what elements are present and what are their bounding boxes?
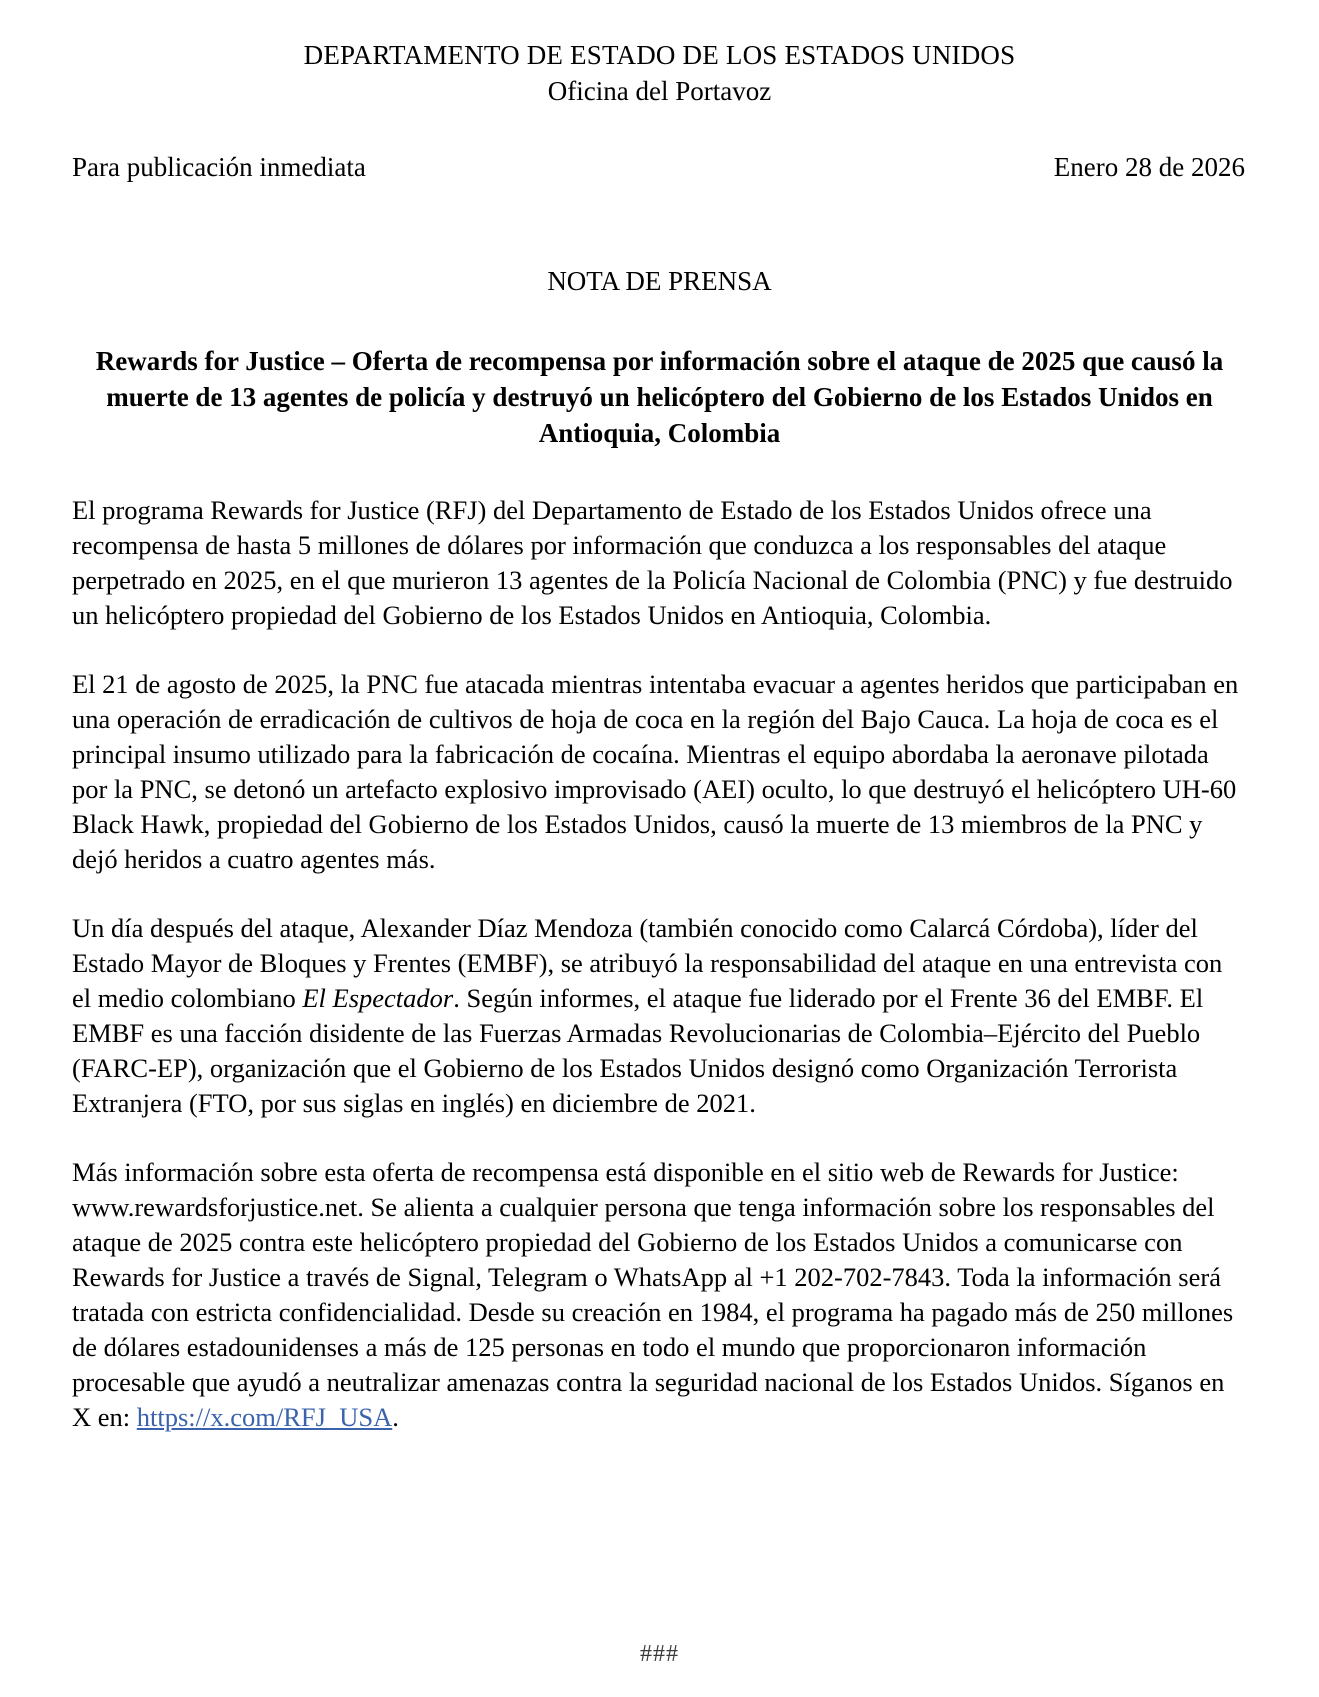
- release-info-row: [72, 150, 1247, 184]
- department-title: DEPARTAMENTO DE ESTADO DE LOS ESTADOS UNIDOS: [303, 40, 1016, 70]
- newspaper-name: El Espectador: [302, 983, 454, 1013]
- document-header: [72, 0, 1247, 108]
- paragraph-3-text-after: . Según informes, el ataque fue liderado por el Frente 36 del EMBF. El EMBF es una facción disidente de las Fuerzas Armadas Revolucionarias de Colombia–Ejército del Pueblo (FARC-EP), organización que el Gobierno de los Estados Unidos designó como Organización Terrorista Extranjera (FTO, por sus siglas en inglés) en diciembre de 2021.: [72, 983, 1204, 1118]
- paragraph-3: [72, 911, 1247, 1121]
- paragraph-2: El 21 de agosto de 2025, la PNC fue atacada mientras intentaba evacuar a agentes heridos que participaban en una operación de erradicación de cultivos de hoja de coca en la región del Bajo Cauca. La hoja de coca es el principal insumo utilizado para la fabricación de cocaína. Mientras el equipo abordaba la aeronave pilotada por la PNC, se detonó un artefacto explosivo improvisado (AEI) oculto, lo que destruyó el helicóptero UH-60 Black Hawk, propiedad del Gobierno de los Estados Unidos, causó la muerte de 13 miembros de la PNC y dejó heridos a cuatro agentes más.: [72, 669, 1239, 874]
- office-subtitle: Oficina del Portavoz: [547, 76, 772, 106]
- paragraph-4: [72, 1155, 1247, 1435]
- document-end-marker: ###: [640, 1641, 679, 1667]
- paragraph-3-text-before: Un día después del ataque, Alexander Díaz Mendoza (también conocido como Calarcá Córdoba), líder del Estado Mayor de Bloques y Frentes (EMBF), se atribuyó la responsabilidad del ataque en una entrevista con el medio colombiano: [72, 913, 1223, 1013]
- paragraph-4-text-before: Más información sobre esta oferta de recompensa está disponible en el sitio web de Rewards for Justice: www.rewardsforjustice.net. Se alienta a cualquier persona que tenga información sobre los responsables del ataque de 2025 contra este helicóptero propiedad del Gobierno de los Estados Unidos a comunicarse con Rewards for Justice a través de Signal, Telegram o WhatsApp al +1 202-702-7843. Toda la información será tratada con estricta confidencialidad. Desde su creación en 1984, el programa ha pagado más de 250 millones de dólares estadounidenses a más de 125 personas en todo el mundo que proporcionaron información procesable que ayudó a neutralizar amenazas contra la seguridad nacional de los Estados Unidos. Síganos en X en:: [72, 1157, 1234, 1432]
- document-body: [72, 493, 1247, 1435]
- notice-type-heading: NOTA DE PRENSA: [547, 266, 772, 296]
- release-date: Enero 28 de 2026: [1053, 152, 1245, 182]
- release-label: Para publicación inmediata: [72, 152, 366, 182]
- x-profile-link[interactable]: https://x.com/RFJ_USA: [136, 1402, 393, 1432]
- page-title: Rewards for Justice – Oferta de recompensa por información sobre el ataque de 2025 que causó la muerte de 13 agentes de policía y destruyó un helicóptero del Gobierno de los Estados Unidos en Antioquia, Colombia: [95, 346, 1224, 448]
- paragraph-1: El programa Rewards for Justice (RFJ) del Departamento de Estado de los Estados Unidos ofrece una recompensa de hasta 5 millones de dólares por información que conduzca a los responsables del ataque perpetrado en 2025, en el que murieron 13 agentes de la Policía Nacional de Colombia (PNC) y fue destruido un helicóptero propiedad del Gobierno de los Estados Unidos en Antioquia, Colombia.: [72, 495, 1233, 630]
- paragraph-4-text-after: .: [392, 1402, 399, 1432]
